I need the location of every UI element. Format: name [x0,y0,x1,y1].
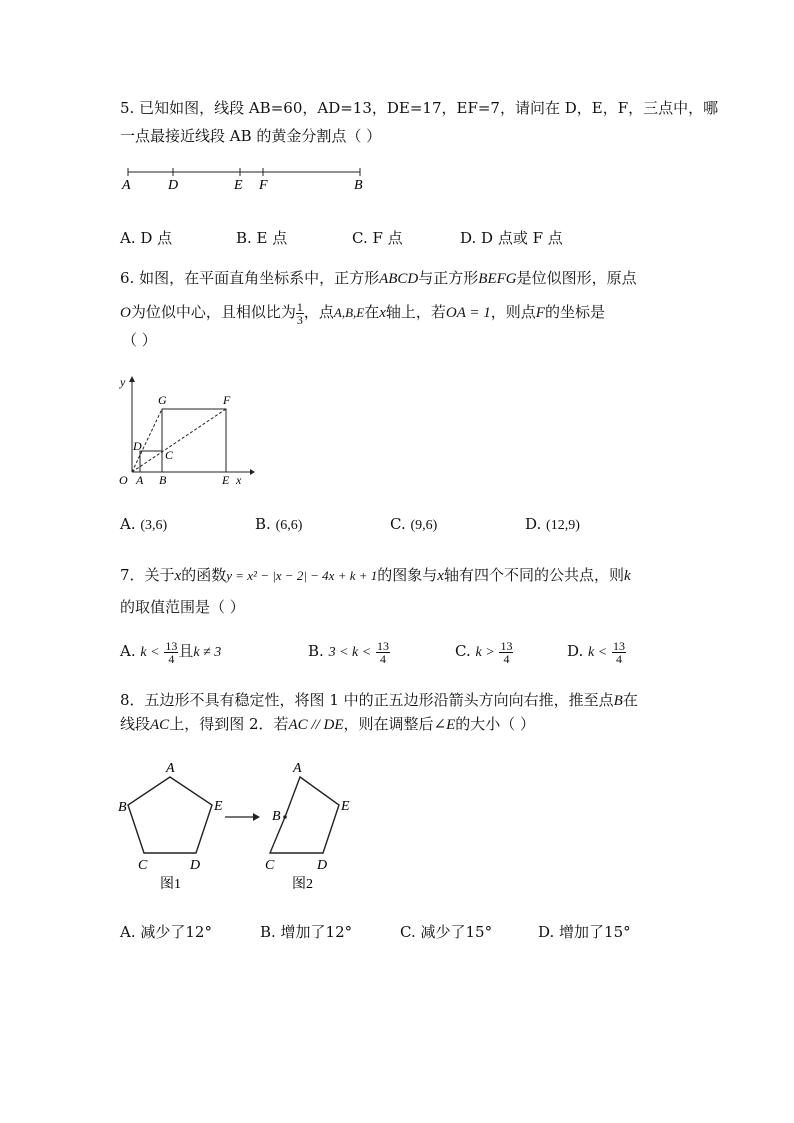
q5-option-b[interactable]: B. E 点 [236,229,288,247]
q8-fig2-caption: 图2 [292,877,313,892]
q5-label-F: F [259,178,268,193]
q5-line2: 一点最接近线段 AB 的黄金分割点（ ） [120,127,382,145]
q8-fig1-caption: 图1 [160,877,181,892]
q8-fig2-label-B: B [272,809,281,824]
q8-option-b[interactable]: B. 增加了12° [260,923,353,941]
q6-fig-label-G: G [158,393,167,407]
q6-option-b[interactable]: B. (6,6) [255,515,303,533]
q6-fig-label-E: E [222,473,230,487]
q8-fig1-label-E: E [214,799,223,814]
q6-fig-label-A: A [136,473,144,487]
q6-line1: 6. 如图，在平面直角坐标系中，正方形ABCD与正方形BEFG是位似图形，原点 [120,269,637,287]
q8-fig2-label-C: C [265,858,275,873]
q6-fig-label-B: B [159,473,167,487]
q6-option-a[interactable]: A. (3,6) [120,515,168,533]
q6-fig-label-D: D [133,439,142,453]
q8-fig1-label-D: D [190,858,201,873]
q8-line1: 8．五边形不具有稳定性，将图 1 中的正五边形沿箭头方向向右推，推至点B在 [120,691,638,709]
q8-fig1-label-A: A [166,761,175,776]
q5-line1: 5. 已知如图，线段 AB=60，AD=13，DE=17，EF=7，请问在 D，E，F，三点中，哪 [120,99,719,117]
q6-fig-label-y: y [120,375,126,389]
q8-fig1-label-C: C [138,858,148,873]
q5-segment-figure [115,163,375,195]
q8-fig2-label-A: A [293,761,302,776]
q8-fig2-label-D: D [317,858,328,873]
q5-option-c[interactable]: C. F 点 [352,229,403,247]
q8-option-a[interactable]: A. 减少了12° [120,923,212,941]
q8-figures [110,755,370,897]
q6-fig-label-F: F [223,393,231,407]
q6-coordinate-figure [115,372,255,490]
q7-option-d[interactable]: D. k < $\frac{13}{4}$ [567,638,625,666]
q6-fig-label-x: x [236,473,242,487]
q7-function: y = x² − |x − 2| − 4x + k + 1 [226,568,378,583]
q5-label-D: D [168,178,179,193]
q6-fig-label-O: O [119,473,128,487]
q8-fig1-pentagon [128,777,212,853]
q7-option-a[interactable]: A. k < $\frac{13}{4}$ 且k ≠ 3 [120,638,222,666]
q8-option-c[interactable]: C. 减少了15° [400,923,493,941]
q8-fig1-label-B: B [118,800,127,815]
q6-fig-label-C: C [165,448,174,462]
q5-label-A: A [122,178,131,193]
q6-option-d[interactable]: D. (12,9) [525,515,580,533]
q8-line2: 线段AC上，得到图 2．若AC // DE，则在调整后∠E的大小（ ） [120,715,536,733]
q6-line2: O为位似中心，且相似比为 $\frac{1}{3}$ ，点A,B,E在x轴上，若OA = 1，则点F的坐标是 [120,299,605,327]
q5-option-d[interactable]: D. D 点或 F 点 [460,229,563,247]
q6-option-c[interactable]: C. (9,6) [390,515,438,533]
q6-ratio-fraction: $\frac{1}{3}$ [296,299,303,327]
q7-option-b[interactable]: B. 3 < k < $\frac{13}{4}$ [308,638,389,666]
q5-option-a[interactable]: A. D 点 [120,229,173,247]
q5-label-E: E [234,178,243,193]
q8-option-d[interactable]: D. 增加了15° [538,923,631,941]
q7-option-c[interactable]: C. k > $\frac{13}{4}$ [455,638,513,666]
q5-label-B: B [354,178,363,193]
q8-fig2-label-E: E [341,799,350,814]
q7-line2: 的取值范围是（ ） [120,598,245,616]
q7-line1: 7．关于x的函数y = x² − |x − 2| − 4x + k + 1的图象与x轴有四个不同的公共点，则k [120,566,631,584]
q6-line3: （ ） [122,331,157,349]
